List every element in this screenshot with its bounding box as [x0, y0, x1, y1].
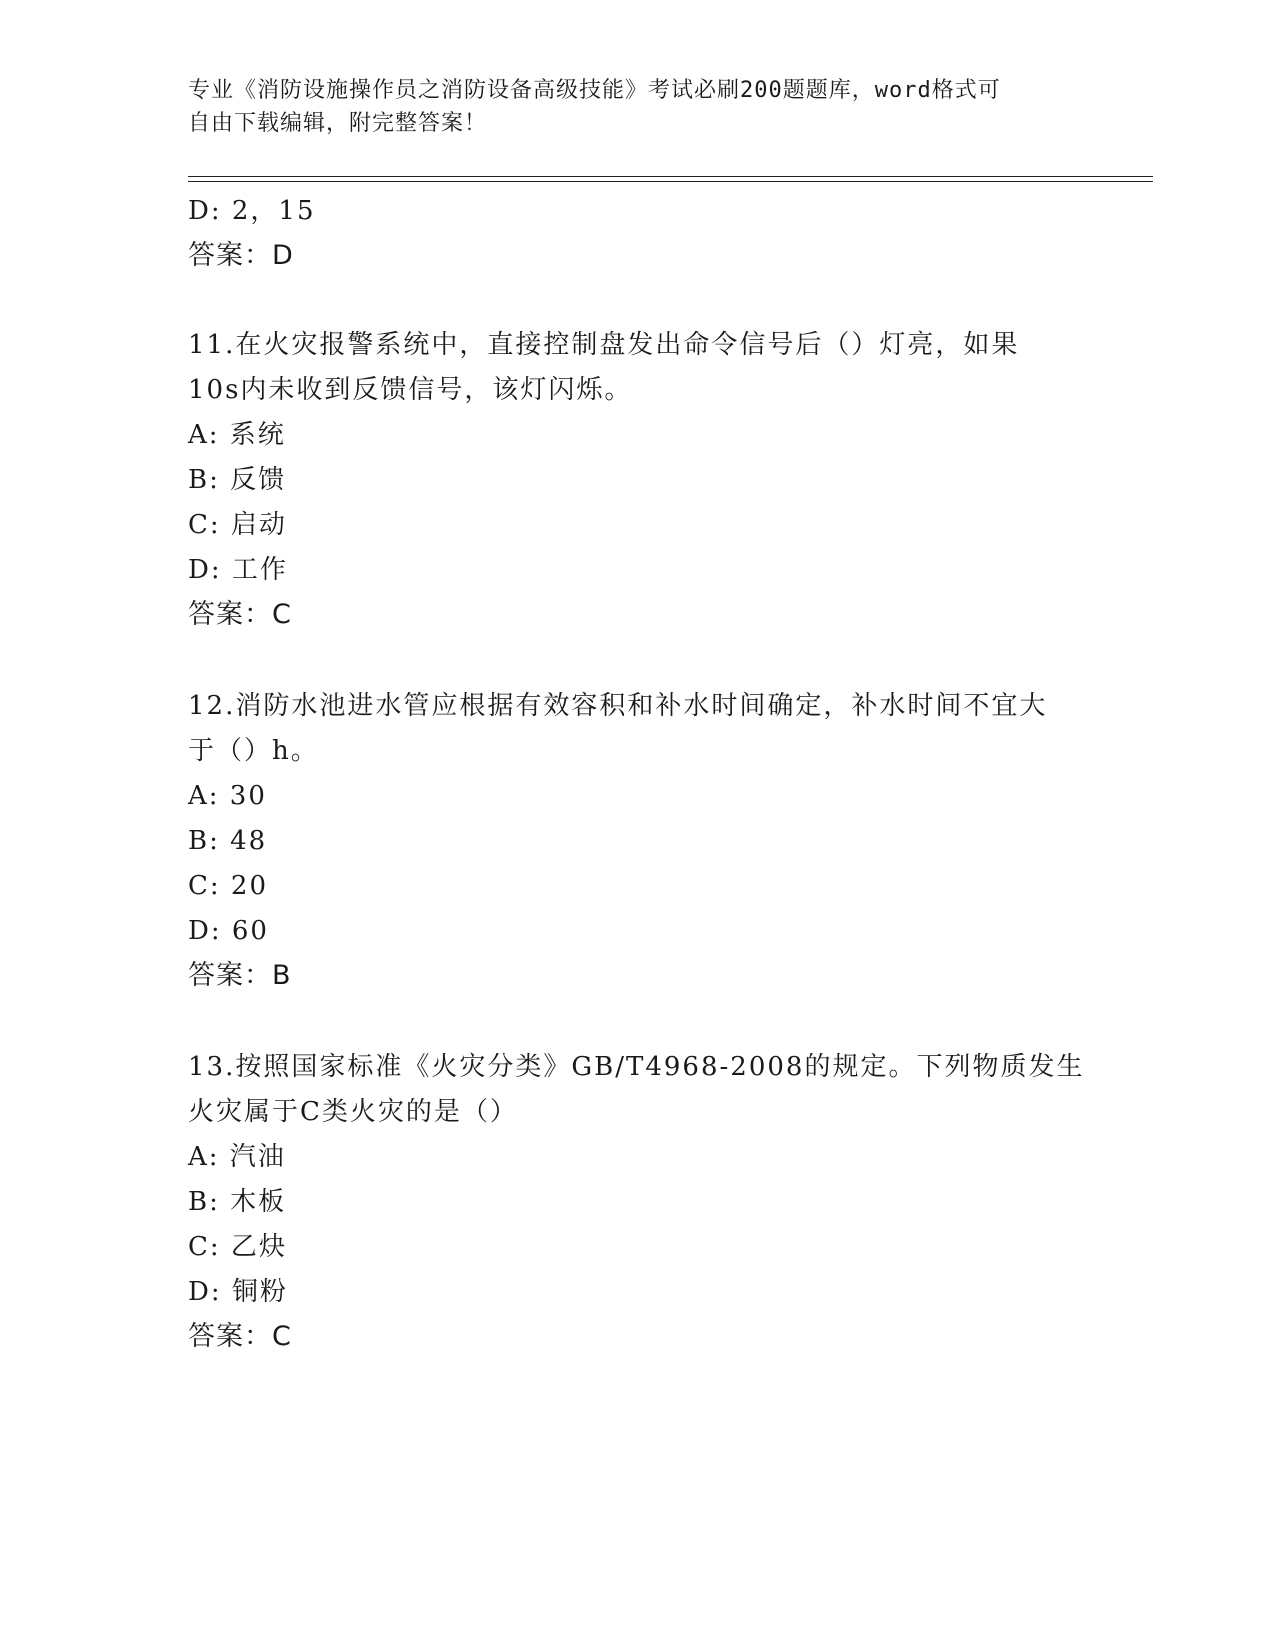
- header-line-1: 专业《消防设施操作员之消防设备高级技能》考试必刷200题题库，word格式可: [188, 78, 1001, 103]
- document-header: [188, 74, 1068, 140]
- header-line-2: 自由下载编辑，附完整答案！: [188, 111, 488, 136]
- q12-option-c: C: 20: [188, 871, 269, 901]
- q13-option-c: C: 乙炔: [188, 1232, 287, 1262]
- q11-stem-line-2: 10s内未收到反馈信号，该灯闪烁。: [188, 375, 633, 405]
- q12-stem-line-2: 于（）h。: [188, 736, 319, 766]
- header-divider-top: [188, 176, 1153, 177]
- q13-answer: 答案：C: [188, 1321, 292, 1352]
- q13-stem-line-1: 13.按照国家标准《火灾分类》GB/T4968-2008的规定。下列物质发生: [188, 1052, 1085, 1082]
- q13-option-a: A: 汽油: [188, 1142, 286, 1172]
- q12-option-b: B: 48: [188, 826, 268, 856]
- q12-stem-line-1: 12.消防水池进水管应根据有效容积和补水时间确定，补水时间不宜大: [188, 691, 1048, 721]
- q12-answer: 答案：B: [188, 960, 292, 991]
- header-divider-bottom: [188, 181, 1153, 182]
- q11-option-b: B: 反馈: [188, 465, 287, 495]
- q13-option-b: B: 木板: [188, 1187, 287, 1217]
- q13-stem-line-2: 火灾属于C类火灾的是（）: [188, 1097, 518, 1127]
- q11-answer: 答案：C: [188, 599, 292, 630]
- q12-option-a: A: 30: [188, 781, 267, 811]
- q11-option-d: D: 工作: [188, 555, 288, 585]
- q11-option-c: C: 启动: [188, 510, 287, 540]
- q11-stem-line-1: 11.在火灾报警系统中，直接控制盘发出命令信号后（）灯亮，如果: [188, 330, 1020, 360]
- prev-option-d: D: 2，15: [188, 196, 316, 226]
- prev-answer: 答案：D: [188, 240, 294, 271]
- q13-option-d: D: 铜粉: [188, 1277, 288, 1307]
- q11-option-a: A: 系统: [188, 420, 286, 450]
- q12-option-d: D: 60: [188, 916, 269, 946]
